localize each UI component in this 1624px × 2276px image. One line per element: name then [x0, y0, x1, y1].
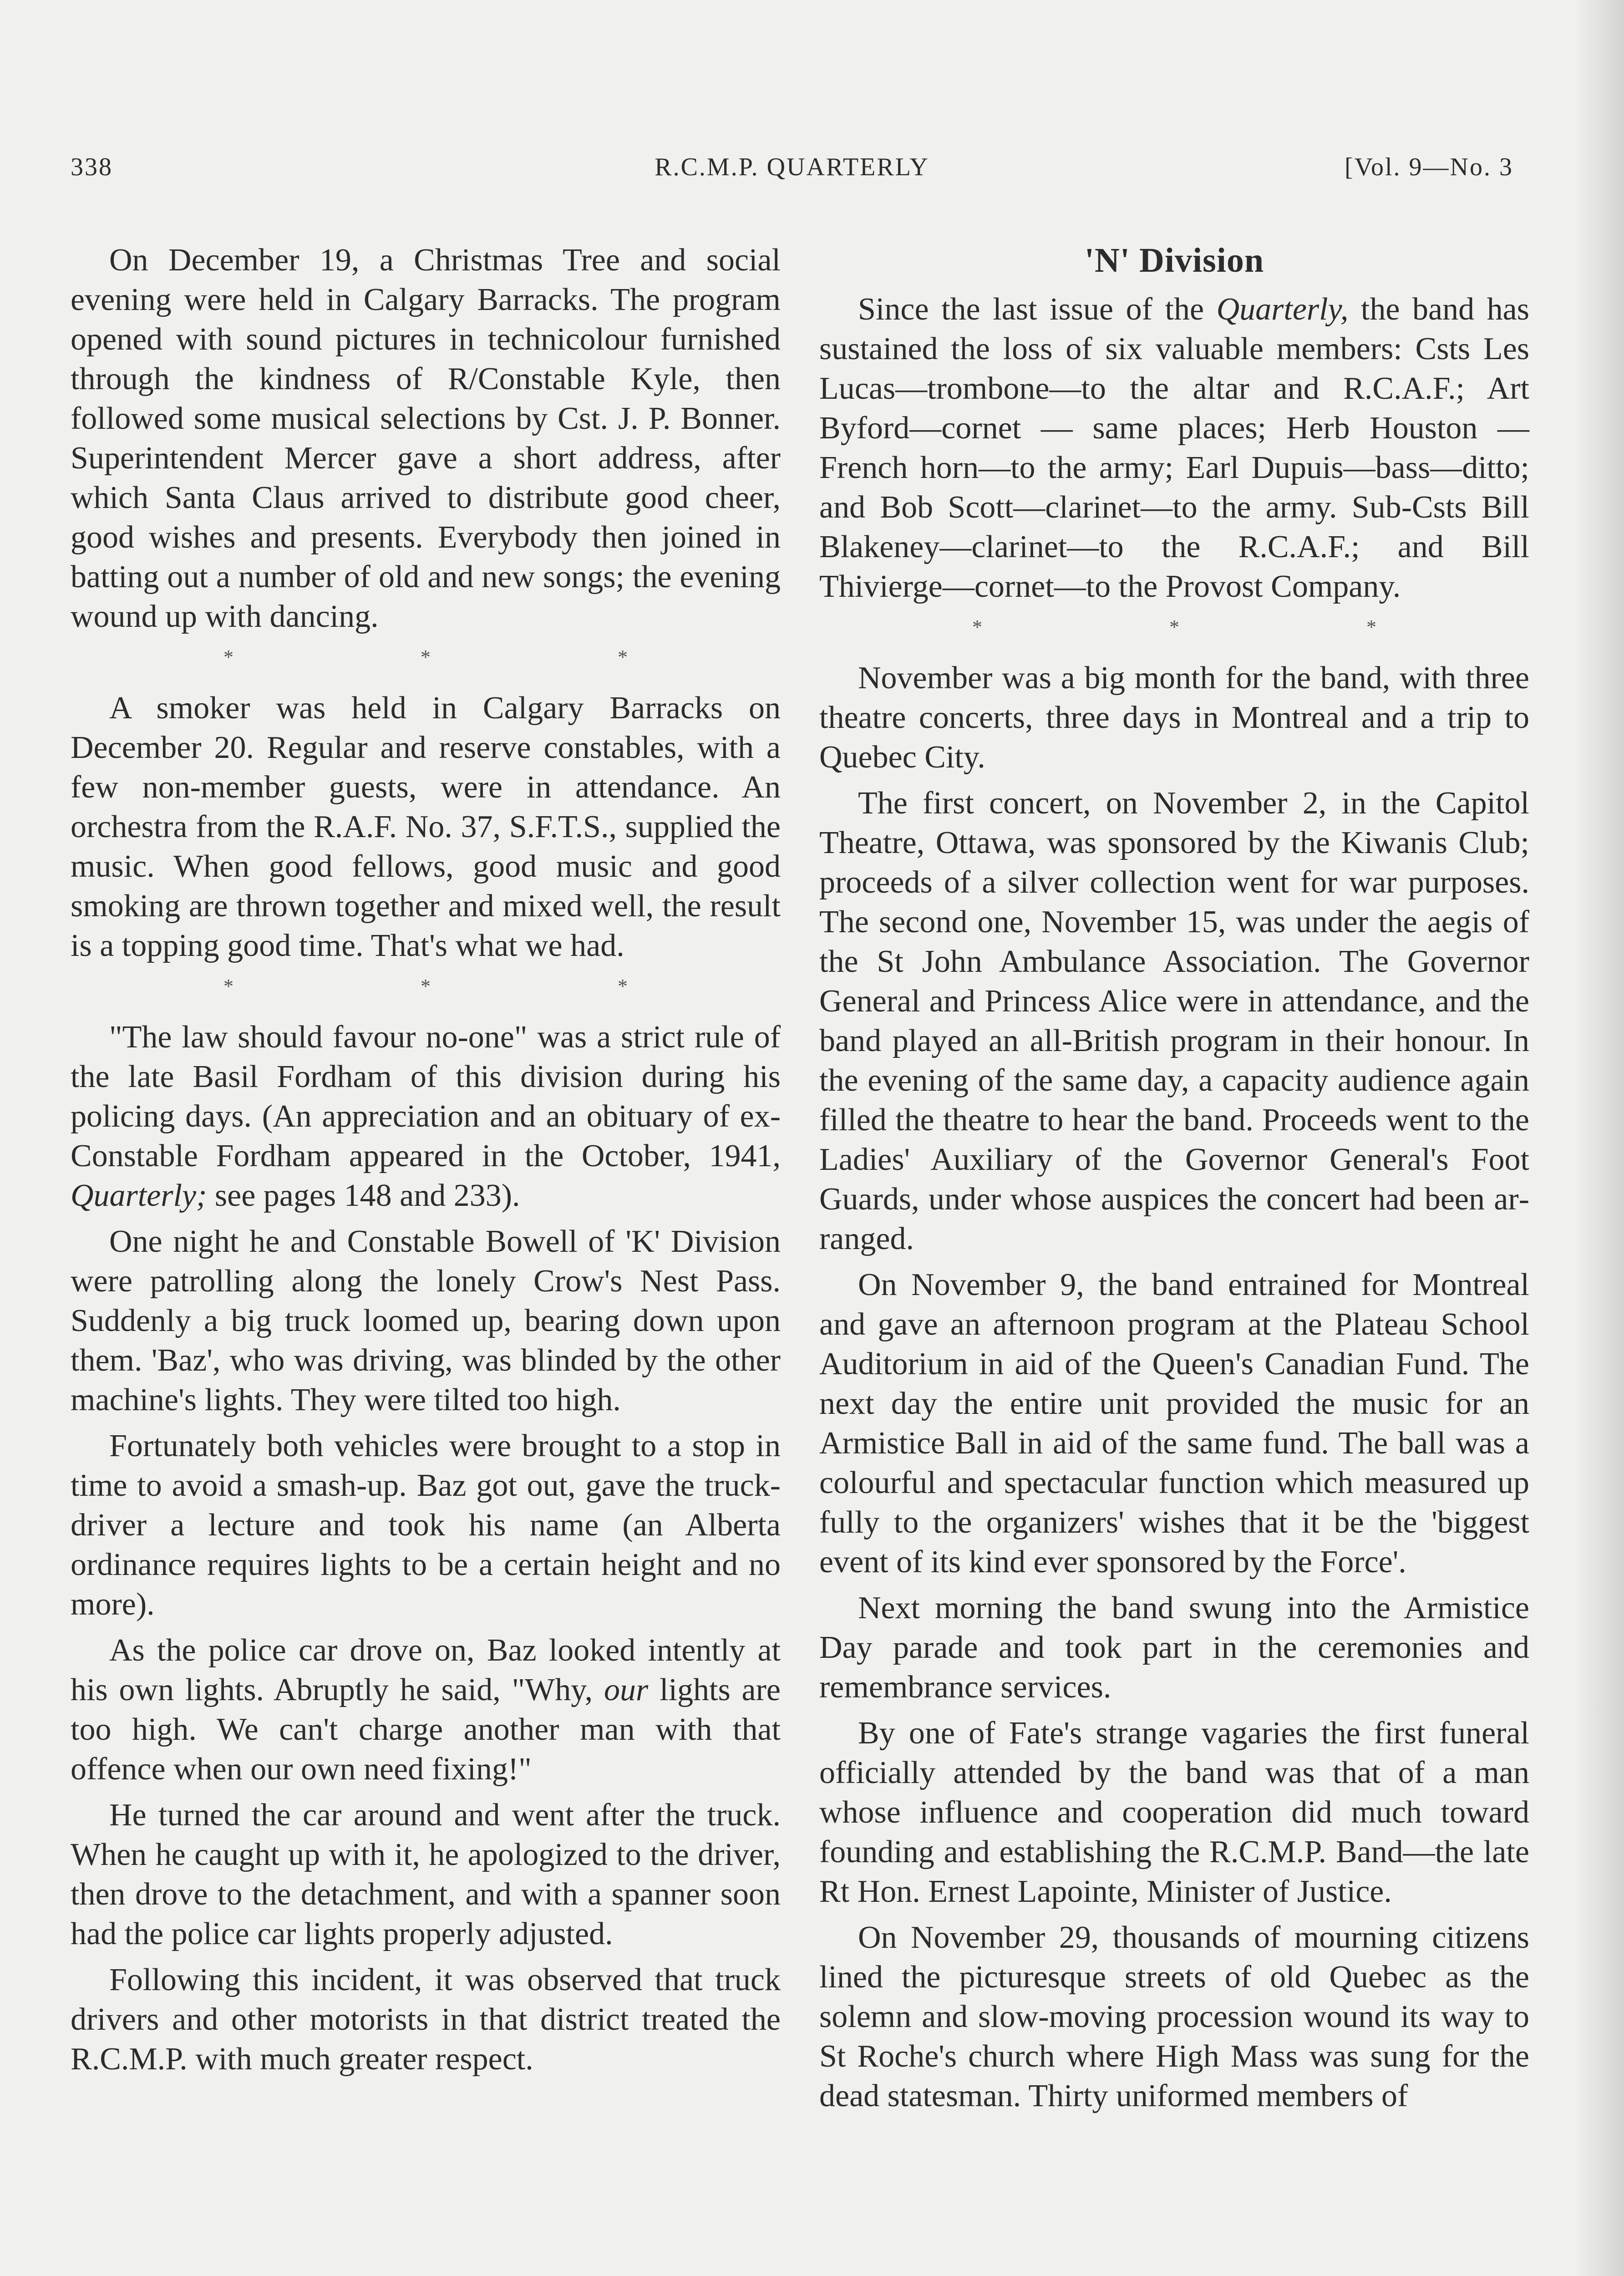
page-header: [71, 152, 1513, 198]
paragraph-mourning-citizens: On November 29, thousands of mourning citizens lined the picturesque streets of old Quebec as the solemn and slow-moving procession wound its way to St Roche's church where High Mass was sung for the dead statesman. Thirty uniformed members of: [819, 1920, 1529, 2113]
paragraph-armistice-day: Next morning the band swung into the Armistice Day parade and took part in the ceremonies and remembrance services.: [819, 1590, 1529, 1705]
paragraph-greater-respect: Following this incident, it was observed that truck drivers and other motorists in that district treated the R.C.M.P. with much greater respect.: [71, 1962, 781, 2077]
quarterly-italic: Quarterly,: [1216, 292, 1349, 327]
paragraph-first-concert: The first concert, on November 2, in the Capitol Theatre, Ottawa, was sponsored by the Kiwanis Club; proceeds of a silver collection went for war purposes. The second one, November 15, was under the aegis of the St John Ambulance Association. The Governor General and Princess Alice were in attendance, and the band played an all-British program in their honour. In the evening of the same day, a capacity audience again filled the theatre to hear the band. Proceeds went to the Ladies' Auxiliary of the Governor General's Foot Guards, under whose auspices the concert had been arranged.: [819, 786, 1529, 1256]
section-separator: * * *: [223, 646, 719, 668]
running-title: R.C.M.P. QUARTERLY: [655, 153, 929, 181]
paragraph-smoker: A smoker was held in Calgary Barracks on December 20. Regular and reserve constables, with a few non-member guests, were in attendance. An orchestra from the R.A.F. No. 37, S.F.T.S., supplied the music. When good fellows, good music and good smoking are thrown together and mixed well, the result is a topping good time. That's what we had.: [71, 691, 781, 963]
paragraph-montreal: On November 9, the band entrained for Montreal and gave an afternoon program at the Plateau School Auditorium in aid of the Queen's Canadian Fund. The next day the entire unit provided the music for an Armistice Ball in aid of the same fund. The ball was a colourful and spectacular function which measured up fully to the organizers' wishes that it be the 'biggest event of its kind ever sponsored by the Force'.: [819, 1267, 1529, 1580]
paragraph-november: November was a big month for the band, with three theatre concerts, three days in Montreal and a trip to Quebec City.: [819, 660, 1529, 775]
paragraph-own-lights: As the police car drove on, Baz looked intently at his own lights. Abruptly he said, "Why, our lights are too high. We can't charge another man with that offence when our own need fixing!": [71, 1633, 781, 1787]
paragraph-smash-up: Fortunately both vehicles were brought to a stop in time to avoid a smash-up. Baz got out, gave the truck-driver a lecture and took his name (an Alberta ordinance requires lights to be a certain height and no more).: [71, 1428, 781, 1622]
section-separator: * * *: [972, 616, 1467, 638]
paragraph-first-funeral: By one of Fate's strange vagaries the first funeral officially attended by the band was that of a man whose influence and cooperation did much toward founding and establishing the R.C.M.P. Band—the late Rt Hon. Ernest Lapointe, Minister of Justice.: [819, 1716, 1529, 1909]
section-heading-n-division: 'N' Division: [1084, 241, 1264, 279]
page-number: 338: [71, 153, 113, 181]
paragraph-fordham: "The law should favour no-one" was a strict rule of the late Basil Fordham of this division during his policing days. (An appreciation and an obituary of ex-Constable Fordham appeared in the October, 1941, Quarterly; see pages 148 and 233).: [71, 1020, 781, 1213]
paragraph-band-losses: Since the last issue of the Quarterly, the band has sustained the loss of six valuable members: Csts Les Lucas—trombone—to the altar and R.C.A.F.; Art Byford—cornet — same places; Herb Houston — French horn—to the army; Earl Dupuis—bass—ditto; and Bob Scott—clarinet—to the army. Sub-Csts Bill Blakeney—clarinet—to the R.C.A.F.; and Bill Thivierge—cornet—to the Provost Company.: [819, 292, 1529, 604]
page-edge-shadow: [1574, 0, 1624, 2276]
our-italic: our: [604, 1672, 649, 1707]
section-separator: * * *: [223, 975, 719, 997]
left-column: [71, 240, 781, 2085]
paragraph-christmas-tree: On December 19, a Christmas Tree and social evening were held in Calgary Barracks. The program opened with sound pictures in technicolour furnished through the kindness of R/Constable Kyle, then followed some musical selections by Cst. J. P. Bonner. Superintendent Mercer gave a short address, after which Santa Claus arrived to distribute good cheer, good wishes and presents. Everybody then joined in batting out a number of old and new songs; the evening wound up with dancing.: [71, 243, 781, 634]
right-column: [819, 240, 1529, 2122]
volume-issue: [Vol. 9—No. 3: [1345, 153, 1513, 181]
paragraph-turned-car: He turned the car around and went after the truck. When he caught up with it, he apologized to the driver, then drove to the detachment, and with a spanner soon had the police car lights properly adjusted.: [71, 1798, 781, 1951]
quarterly-italic: Quarterly;: [71, 1178, 207, 1213]
paragraph-crows-nest: One night he and Constable Bowell of 'K' Division were patrolling along the lonely Crow's Nest Pass. Suddenly a big truck loomed up, bearing down upon them. 'Baz', who was driving, was blinded by the other machine's lights. They were tilted too high.: [71, 1224, 781, 1417]
